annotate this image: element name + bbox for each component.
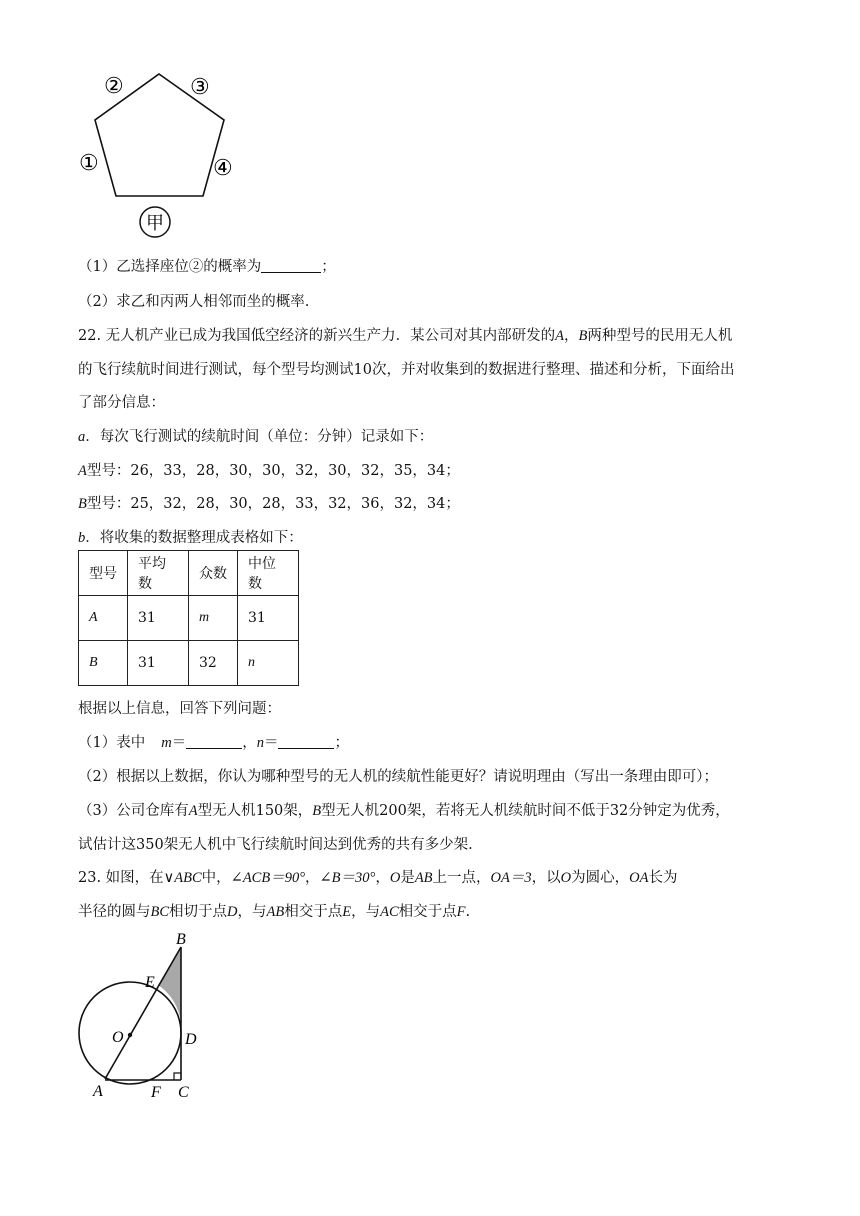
q22-intro-line3: 了部分信息：: [78, 395, 165, 411]
text: 相交于点: [398, 904, 457, 920]
pentagon-figure: [70, 60, 250, 245]
angle-b: ∠B＝30°: [319, 870, 376, 886]
punct: ；: [334, 735, 349, 751]
q23-line1: [78, 866, 677, 887]
segment-ac: AC: [380, 904, 399, 920]
text: 长为: [648, 870, 678, 886]
table-cell: A: [79, 596, 128, 641]
text: 相交于点: [284, 904, 343, 920]
text: 半径的圆与: [78, 904, 151, 920]
text: 分钟定为优秀，: [628, 803, 730, 819]
var-E: E: [342, 904, 352, 920]
q22-intro-line2: [78, 358, 734, 379]
label-A: A: [93, 1083, 103, 1100]
segment-bc: BC: [150, 904, 170, 920]
punct: ，: [375, 870, 390, 886]
equals: ＝: [263, 735, 279, 751]
seat-3-label: ③: [190, 74, 210, 99]
segment-ab-line: [105, 947, 181, 1079]
var-O: O: [389, 870, 401, 886]
shaded-region: [158, 947, 181, 1033]
table-header: 中位数: [238, 551, 299, 596]
label-F: F: [151, 1084, 161, 1101]
text: 的飞行续航时间进行测试，每个型号均测试: [78, 362, 354, 378]
segment-ab: AB: [266, 904, 285, 920]
answer-blank: [278, 735, 334, 749]
var-B: B: [578, 328, 588, 344]
table-header: 众数: [189, 551, 238, 596]
table-cell: n: [238, 641, 299, 686]
text: 两种型号的民用无人机: [587, 328, 733, 344]
jia-label: 甲: [146, 213, 164, 233]
var-B: B: [78, 496, 87, 512]
table-cell: 31: [128, 596, 189, 641]
geometry-figure: [70, 925, 220, 1110]
answer-blank: [261, 259, 321, 273]
table-cell: 31: [238, 596, 299, 641]
letter-b: b: [78, 530, 86, 546]
var-A: A: [188, 803, 198, 819]
right-angle-mark: [174, 1073, 181, 1080]
text: 为圆心，: [571, 870, 630, 886]
label-E: E: [145, 974, 155, 991]
q22-part2: （2）根据以上数据，你认为哪种型号的无人机的续航性能更好？请说明理由（写出一条理由即可）；: [78, 769, 718, 785]
text: ．每次飞行测试的续航时间（单位：分钟）记录如下：: [85, 429, 434, 445]
text: （3）公司仓库有: [78, 803, 189, 819]
angle-acb: ∠ACB＝90°: [230, 870, 306, 886]
text: （1）表中: [78, 735, 146, 751]
number: 32: [609, 803, 629, 819]
label-B: B: [176, 931, 186, 948]
text: 架，若将无人机续航时间不低于: [406, 803, 610, 819]
var-A: A: [555, 328, 565, 344]
number: 200: [379, 803, 407, 819]
q22-part3-line1: [78, 799, 730, 820]
label-O: O: [112, 1029, 124, 1046]
table-header-row: [79, 551, 299, 596]
q22-part3-line2: 试估计这350架无人机中飞行续航时间达到优秀的共有多少架.: [78, 837, 473, 853]
q21-part1-text: （1）乙选择座位②的概率为: [78, 259, 262, 275]
punct: ，: [564, 328, 579, 344]
table-header: 平均数: [128, 551, 189, 596]
q22-data-A: [78, 459, 460, 480]
q22-intro-line1: [78, 324, 732, 345]
label-D: D: [185, 1031, 197, 1048]
number: 10: [353, 362, 372, 378]
label-C: C: [178, 1084, 189, 1101]
text: 上一点，: [432, 870, 491, 886]
text: 22. 无人机产业已成为我国低空经济的新兴生产力．某公司对其内部研发的: [78, 328, 556, 344]
q23-line2: [78, 900, 470, 921]
text: 架，: [283, 803, 313, 819]
var-m: m: [161, 735, 172, 751]
text: 型号：25，32，28，30，28，33，32，36，32，34；: [86, 496, 460, 512]
var-n: n: [256, 735, 264, 751]
table-header: 型号: [79, 551, 128, 596]
text: 型无人机: [321, 803, 380, 819]
q21-part2: （2）求乙和丙两人相邻而坐的概率.: [78, 294, 310, 310]
q22-info-a: [78, 425, 433, 446]
var-O: O: [560, 870, 572, 886]
equals: ＝: [171, 735, 187, 751]
stats-table: [78, 550, 299, 686]
text: 是: [400, 870, 415, 886]
segment-ab: AB: [414, 870, 433, 886]
q22-info-b: [78, 526, 303, 547]
table-row: [79, 641, 299, 686]
punct: ，: [242, 735, 257, 751]
seat-2-label: ②: [104, 73, 124, 98]
seat-4-label: ④: [213, 155, 233, 180]
text: ，与: [351, 904, 381, 920]
seat-1-label: ①: [79, 150, 99, 175]
text: 中，: [201, 870, 231, 886]
letter-a: a: [78, 429, 86, 445]
segment-oa: OA: [629, 870, 649, 886]
text: ，以: [531, 870, 561, 886]
var-F: F: [456, 904, 466, 920]
text: 相切于点: [169, 904, 228, 920]
punct: ；: [321, 259, 336, 275]
oa-value: OA＝3: [490, 870, 532, 886]
table-cell: 31: [128, 641, 189, 686]
table-cell: m: [189, 596, 238, 641]
var-A: A: [78, 463, 87, 479]
number: 150: [255, 803, 284, 819]
table-row: [79, 596, 299, 641]
q22-part1: [78, 731, 349, 752]
text: ，与: [237, 904, 267, 920]
punct: .: [465, 904, 471, 920]
table-cell: 32: [189, 641, 238, 686]
q22-data-B: [78, 492, 460, 513]
q22-after-table: 根据以上信息，回答下列问题：: [78, 701, 281, 717]
var-D: D: [227, 904, 238, 920]
text: 型号：26，33，28，30，30，32，30，32，35，34；: [86, 463, 460, 479]
text: 次，并对收集到的数据进行整理、描述和分析，下面给出: [371, 362, 735, 378]
answer-blank: [186, 735, 242, 749]
text: 型无人机: [197, 803, 256, 819]
center-dot: [128, 1033, 132, 1037]
punct: ，: [305, 870, 320, 886]
var-B: B: [312, 803, 322, 819]
text: ．将收集的数据整理成表格如下：: [85, 530, 303, 546]
text: 23. 如图，在: [78, 870, 164, 886]
triangle-abc: ∨ABC: [163, 870, 202, 886]
q21-part1: [78, 255, 336, 276]
table-cell: B: [79, 641, 128, 686]
